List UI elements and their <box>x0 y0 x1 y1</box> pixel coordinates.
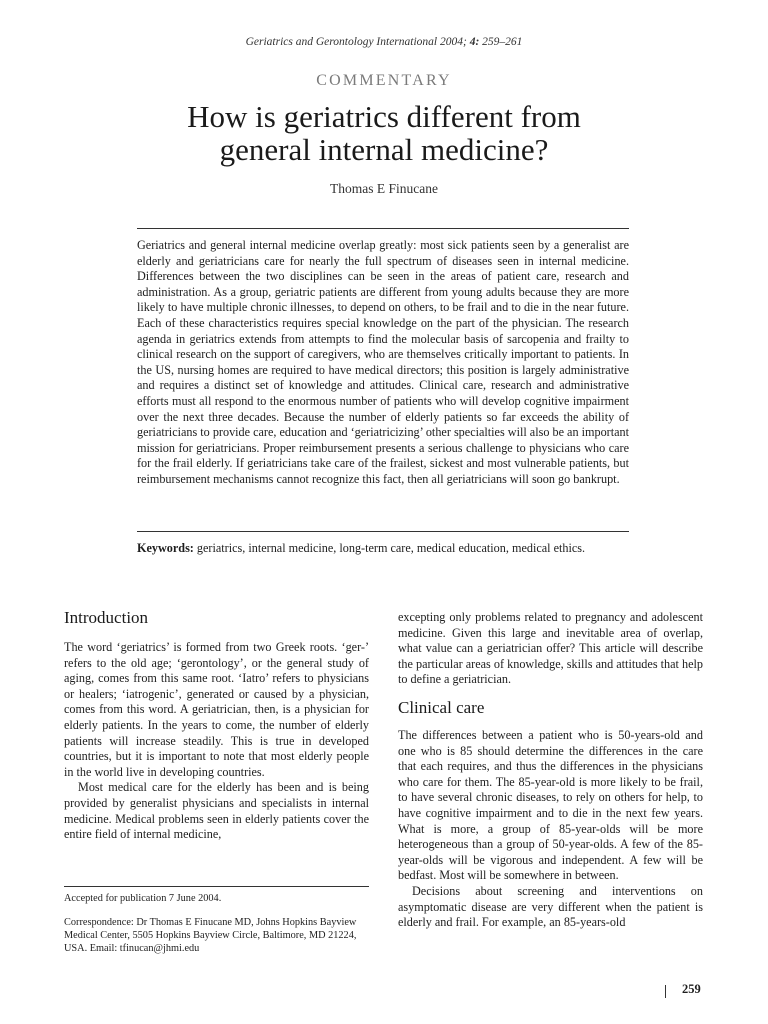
clinical-care-paragraph-2: Decisions about screening and interventions on asymptomatic disease are very different when the patient is elderly and frail. For example, an 85-years-old <box>398 883 703 930</box>
correspondence-note: Correspondence: Dr Thomas E Finucane MD, Johns Hopkins Bayview Medical Center, 5505 Hopkins Bayview Circle, Baltimore, MD 21224, USA. Email: tfinucan@jhmi.edu <box>64 917 357 954</box>
article-title <box>0 100 768 166</box>
accepted-date-note: Accepted for publication 7 June 2004. <box>64 893 222 904</box>
page-number: 259 <box>682 982 701 996</box>
journal-volume: 4: <box>469 36 480 48</box>
article-title-line-2: general internal medicine? <box>219 132 549 167</box>
clinical-care-paragraph-1: The differences between a patient who is 50-years-old and one who is 85 should determine the differences in the care that each requires, and thus the differences in the physicians who care for them. The 85-year-old is more likely to be frail, to have several chronic diseases, to rely on others for help, to have cognitive impairment and to die in the next few years. What is more, a group of 85-year-olds will be more heterogeneous than a group of 50-year-olds. A few of the 85-year-olds will be vigorous and independent. A few will be bedfast. Most will be somewhere in between. <box>398 727 703 883</box>
introduction-paragraph-2: Most medical care for the elderly has been and is being provided by generalist physicians and specialists in internal medicine. Medical problems seen in elderly patients cover the entire field of internal medicine, <box>64 780 369 842</box>
left-column <box>64 608 369 843</box>
article-title-line-1: How is geriatrics different from <box>187 99 581 134</box>
clinical-care-heading: Clinical care <box>398 697 485 717</box>
journal-citation <box>0 36 768 48</box>
section-type: COMMENTARY <box>316 72 452 89</box>
abstract-top-rule <box>137 228 629 229</box>
introduction-heading: Introduction <box>64 608 149 627</box>
footnote-rule <box>64 886 369 887</box>
author-name: Thomas E Finucane <box>330 181 438 196</box>
abstract: Geriatrics and general internal medicine overlap greatly: most sick patients seen by a generalist are elderly and geriatricians care for nearly the full spectrum of diseases seen in internal medicine. Differences between the two disciplines can be seen in the areas of patient care, research and administration. As a group, geriatric patients are different from young adults because they are more likely to have multiple chronic illnesses, to depend on others, to be frail and to die in the near future. Each of these characteristics requires special knowledge on the part of the physician. The research agenda in geriatrics extends from attempts to find the molecular basis of sarcopenia and frailty to clinical research on the support of caregivers, who are themselves critically important to patients. In the US, nursing homes are required to have medical directors; this position is largely administrative and requires a distinct set of knowledge and attitudes. Clinical care, research and administrative efforts must all respond to the enormous number of patients who will develop cognitive impairment over the next three decades. Because the number of elderly patients so far exceeds the ability of geriatricians to provide care, education and ‘geriatricizing’ other specialties will also be an important mission for geriatricians. Proper reimbursement presents a serious challenge to physicians who care for the frail elderly. If geriatricians take care of the frailest, sickest and most vulnerable patients, but reimbursement mechanisms cannot recognize this fact, then all geriatricians will soon go bankrupt. <box>137 238 629 486</box>
keywords-text: geriatrics, internal medicine, long-term care, medical education, medical ethics. <box>193 541 586 555</box>
keywords <box>137 541 629 557</box>
journal-name: Geriatrics and Gerontology International 2004; <box>245 36 470 48</box>
right-column <box>398 610 703 931</box>
page-number-divider <box>665 985 666 998</box>
keywords-label: Keywords: <box>137 541 194 555</box>
journal-pages: 259–261 <box>479 36 523 48</box>
abstract-bottom-rule <box>137 531 629 532</box>
introduction-continuation: excepting only problems related to pregnancy and adolescent medicine. Given this large and inevitable area of overlap, what value can a geriatrician offer? This article will describe the particular areas of knowledge, skills and attitudes that help to define a geriatrician. <box>398 610 703 687</box>
introduction-paragraph-1: The word ‘geriatrics’ is formed from two Greek roots. ‘ger-’ refers to the old age; ‘gerontology’, or the general study of aging, comes from this same root. ‘Iatro’ refers to physicians or healers; ‘iatrogenic’, generated or caused by a physician, comes from this word. A geriatrician, then, is a physician for elderly patients. In the years to come, the number of elderly patients will increase steadily. This is true in developed countries, but it is important to note that most elderly people in the world live in developing countries. <box>64 640 369 779</box>
